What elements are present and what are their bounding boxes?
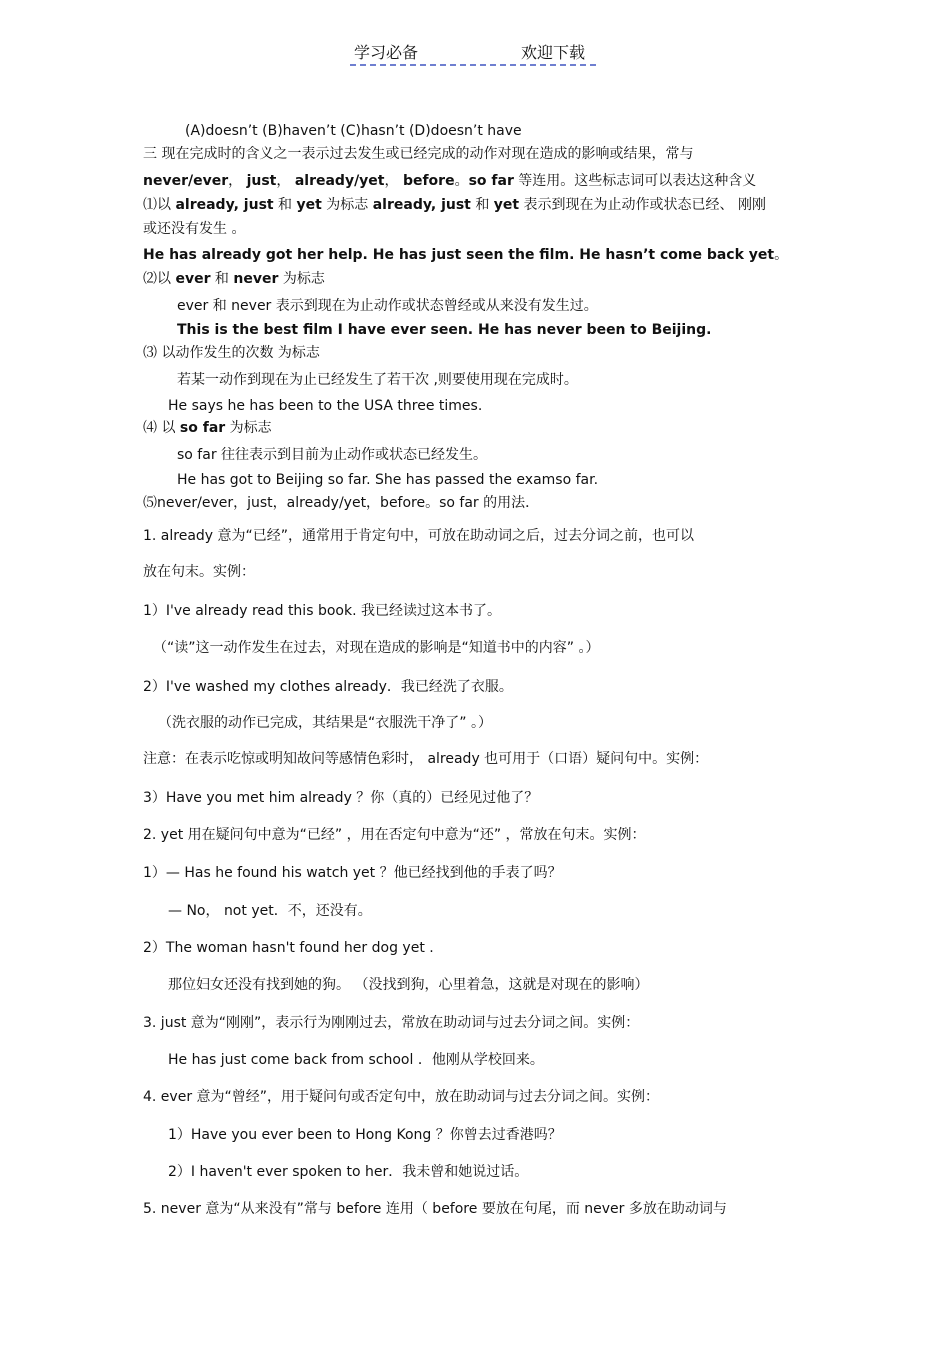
text-line [143,344,320,362]
text-line [143,145,693,163]
text-run: 放在句末。实例： [143,564,255,580]
text-line [168,1051,544,1069]
text-line [143,1014,639,1032]
text-run: He has got to Beijing so far. She has passed the examso far. [177,472,599,488]
text-run: 和 [210,271,234,287]
text-run: 2）I've washed my clothes already．我已经洗了衣服。 [143,679,513,695]
text-line [177,446,487,464]
text-line [143,750,708,768]
header-left-text: 学习必备 [354,43,419,62]
text-line [168,1163,528,1181]
text-run: 和 [273,197,297,213]
text-line [143,789,538,807]
text-line [143,826,646,844]
text-run: He has just come back from school ．他刚从学校回来。 [168,1052,544,1068]
bold-text: ever [175,271,211,287]
text-line [143,196,766,214]
text-line [143,220,245,238]
text-run: ， [276,173,295,189]
text-run: 为标志 [321,197,373,213]
text-line [185,122,522,140]
text-line [143,270,325,288]
text-line [168,1126,562,1144]
text-run: 4. ever 意为“曾经”，用于疑问句或否定句中，放在助动词与过去分词之间。实例： [143,1089,660,1105]
text-run: ever 和 never 表示到现在为止动作或状态曾经或从来没有发生过。 [177,298,598,314]
text-run: 3. just 意为“刚刚”，表示行为刚刚过去，常放在助动词与过去分词之间。实例： [143,1015,640,1031]
text-run: ⑸never/ever，just，already/yet，before。so far 的用法． [143,495,540,511]
bold-text: never [233,271,279,287]
text-run: 2）I haven't ever spoken to her．我未曾和她说过话。 [168,1164,529,1180]
text-run: 。 [454,173,469,189]
text-run: 。 [774,247,789,263]
text-line [143,1088,659,1106]
text-line [168,397,482,415]
bold-text: This is the best film I have ever seen. He has never been to Beijing. [177,322,712,338]
text-run: 和 [470,197,494,213]
text-run: 那位妇女还没有找到她的狗。 （没找到狗，心里着急，这就是对现在的影响） [168,977,649,993]
header-right-text: 欢迎下载 [521,43,586,62]
bold-text: He has already got her help. He has just seen the film. He hasn’t come back yet [143,247,775,263]
text-run: 为标志 [225,420,272,436]
text-line [177,471,598,489]
text-run: 2）The woman hasn't found her dog yet . [143,940,434,956]
text-line [143,527,694,545]
text-line [177,371,578,389]
text-line [177,297,598,315]
text-line [158,714,492,732]
text-line [143,419,272,437]
text-run: ， [384,173,403,189]
text-run: 为标志 [278,271,325,287]
text-run: ， [228,173,247,189]
bold-text: before [402,173,455,189]
text-run: 3）Have you met him already ？你（真的）已经见过他了？ [143,790,539,806]
text-line [143,172,756,190]
page-header [350,40,596,66]
text-run: He says he has been to the USA three times. [168,398,483,414]
text-run: 1）— Has he found his watch yet ？他已经找到他的手表了吗？ [143,865,562,881]
text-line [143,1200,727,1218]
text-run: 1. already 意为“已经”，通常用于肯定句中，可放在助动词之后，过去分词之前，也可以 [143,528,695,544]
text-run: ⑴以 [143,197,176,213]
text-run: 三 现在完成时的含义之一表示过去发生或已经完成的动作对现在造成的影响或结果，常与 [143,146,694,162]
text-line [143,602,501,620]
text-run: 等连用。这些标志词可以表达这种含义 [513,173,757,189]
text-run: ⑶ 以动作发生的次数 为标志 [143,345,320,361]
bold-text: so far [179,420,226,436]
text-line [143,864,562,882]
text-run: — No， not yet．不，还没有。 [168,903,372,919]
bold-text: never/ever [143,173,229,189]
bold-text: just [246,173,277,189]
bold-text: so far [468,173,514,189]
bold-text: yet [493,197,520,213]
text-line [143,494,539,512]
text-run: 或还没有发生 。 [143,221,246,237]
text-run: 2. yet 用在疑问句中意为“已经” ，用在否定句中意为“还” ，常放在句末。实例： [143,827,646,843]
bold-text: yet [296,197,322,213]
text-run: ⑵以 [143,271,176,287]
bold-text: already, just [372,197,471,213]
text-run: (A)doesn’t (B)haven’t (C)hasn’t (D)doesn’t have [185,123,522,139]
bold-text: already/yet [294,173,385,189]
text-run: 若某一动作到现在为止已经发生了若干次 ,则要使用现在完成时。 [177,372,578,388]
text-line [143,678,513,696]
text-line [168,902,372,920]
text-run: ⑷ 以 [143,420,180,436]
text-line [168,976,648,994]
text-run: 1）I've already read this book. 我已经读过这本书了。 [143,603,501,619]
text-run: 1）Have you ever been to Hong Kong ？你曾去过香港吗？ [168,1127,562,1143]
text-run: （“读”这一动作发生在过去，对现在造成的影响是“知道书中的内容” 。） [153,640,600,656]
text-line [143,939,434,957]
text-line [143,246,788,264]
text-run: so far 往往表示到目前为止动作或状态已经发生。 [177,447,488,463]
bold-text: already, just [175,197,274,213]
text-line [143,563,255,581]
text-run: 5. never 意为“从来没有”常与 before 连用（ before 要放在句尾，而 never 多放在助动词与 [143,1201,727,1217]
text-run: 注意：在表示吃惊或明知故问等感情色彩时， already 也可用于（口语）疑问句中。实例： [143,751,709,767]
text-line [153,639,599,657]
text-run: 表示到现在为止动作或状态已经、 刚刚 [519,197,767,213]
text-run: （洗衣服的动作已完成，其结果是“衣服洗干净了” 。） [158,715,492,731]
text-line [177,321,711,339]
